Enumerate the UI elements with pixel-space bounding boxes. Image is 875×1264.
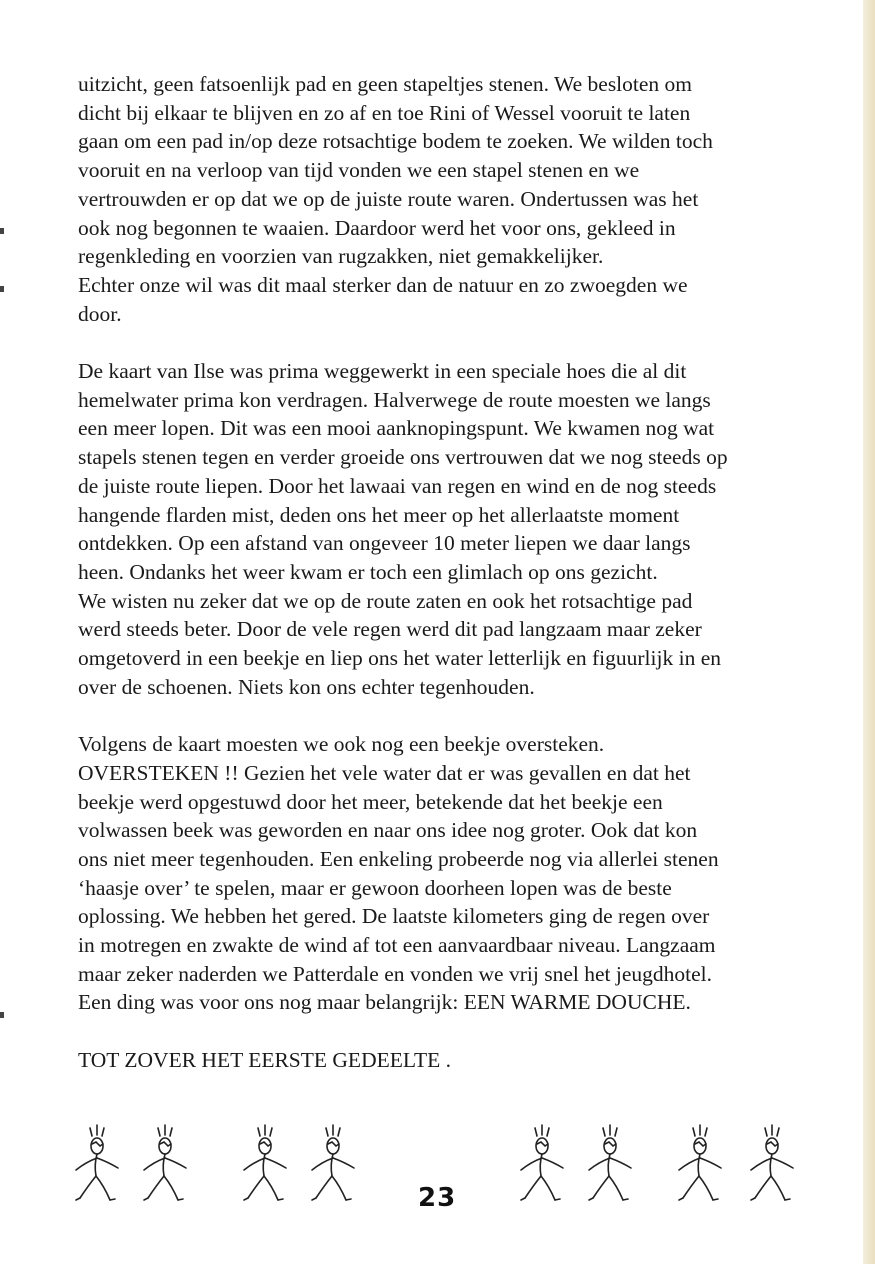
- stick-figure-icon: [306, 1120, 360, 1208]
- stick-figure-icon: [70, 1120, 124, 1208]
- page-edge: [863, 0, 875, 1264]
- page-body: [78, 70, 848, 1103]
- stick-figure-icon: [515, 1120, 569, 1208]
- paragraph-3: Volgens de kaart moesten we ook nog een beekje oversteken. OVERSTEKEN !! Gezien het vele water dat er was gevallen en dat het beekje werd opgestuwd door het meer, betekende dat het beekje een volwassen beek was geworden en naar ons idee nog groter. Ook dat kon ons niet meer tegenhouden. Een enkeling probeerde nog via allerlei stenen ‘haasje over’ te spelen, maar er gewoon doorheen lopen was de beste oplossing. We hebben het gered. De laatste kilometers ging de regen over in motregen en zwakte de wind af tot een aanvaardbaar niveau. Langzaam maar zeker naderden we Patterdale en vonden we vrij snel het jeugdhotel. Een ding was voor ons nog maar belangrijk: EEN WARME DOUCHE.: [78, 732, 719, 1015]
- closing-line: TOT ZOVER HET EERSTE GEDEELTE .: [78, 1047, 452, 1072]
- margin-mark: [0, 228, 4, 234]
- stick-figure-icon: [583, 1120, 637, 1208]
- margin-mark: [0, 286, 4, 292]
- margin-mark: [0, 1012, 4, 1018]
- stick-figure-icon: [238, 1120, 292, 1208]
- page-number: 23: [418, 1183, 457, 1213]
- paragraph-1: uitzicht, geen fatsoenlijk pad en geen stapeltjes stenen. We besloten om dicht bij elkaar te blijven en zo af en toe Rini of Wessel vooruit te laten gaan om een pad in/op deze rotsachtige bodem te zoeken. We wilden toch vooruit en na verloop van tijd vonden we een stapel stenen en we vertrouwden er op dat we op de juiste route waren. Ondertussen was het ook nog begonnen te waaien. Daardoor werd het voor ons, gekleed in regenkleding en voorzien van rugzakken, niet gemakkelijker. Echter onze wil was dit maal sterker dan de natuur en zo zwoegden we door.: [78, 72, 713, 326]
- stick-figure-icon: [138, 1120, 192, 1208]
- stick-figure-icon: [745, 1120, 799, 1208]
- stick-figure-icon: [673, 1120, 727, 1208]
- paragraph-2: De kaart van Ilse was prima weggewerkt in een speciale hoes die al dit hemelwater prima kon verdragen. Halverwege de route moesten we langs een meer lopen. Dit was een mooi aanknopingspunt. We kwamen nog wat stapels stenen tegen en verder groeide ons vertrouwen dat we nog steeds op de juiste route liepen. Door het lawaai van regen en wind en de nog steeds hangende flarden mist, deden ons het meer op het allerlaatste moment ontdekken. Op een afstand van ongeveer 10 meter liepen we daar langs heen. Ondanks het weer kwam er toch een glimlach op ons gezicht. We wisten nu zeker dat we op de route zaten en ook het rotsachtige pad werd steeds beter. Door de vele regen werd dit pad langzaam maar zeker omgetoverd in een beekje en liep ons het water letterlijk en figuurlijk in en over de schoenen. Niets kon ons echter tegenhouden.: [78, 359, 728, 699]
